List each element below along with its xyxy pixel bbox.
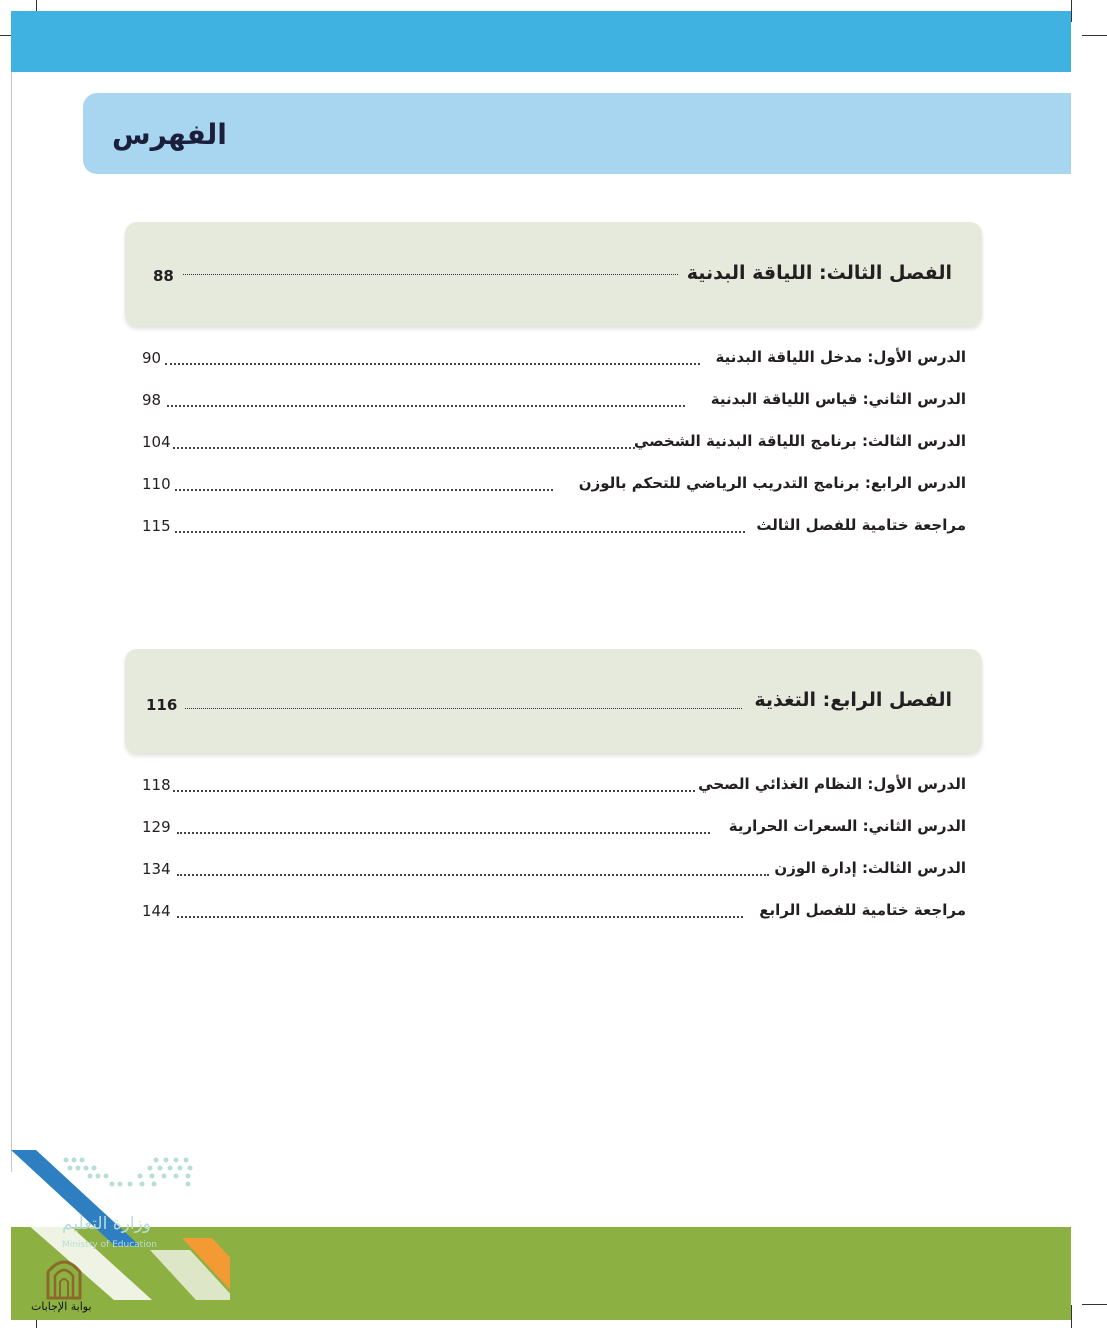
toc-entry-page: 110 xyxy=(142,475,171,493)
toc-entry[interactable] xyxy=(125,432,982,462)
crop-mark xyxy=(1071,0,1072,22)
chapter-page-number[interactable]: 116 xyxy=(146,696,178,714)
toc-entry-title: مراجعة ختامية للفصل الرابع xyxy=(759,901,966,919)
toc-entry[interactable] xyxy=(125,348,982,378)
crop-mark xyxy=(1082,1304,1107,1305)
chapter-page-number[interactable]: 88 xyxy=(153,267,174,285)
toc-entry-page: 98 xyxy=(142,391,162,409)
toc-entry[interactable] xyxy=(125,775,982,805)
toc-entry-page: 90 xyxy=(142,349,162,367)
toc-entry-page: 129 xyxy=(142,818,171,836)
toc-entry[interactable] xyxy=(125,516,982,546)
portal-logo-icon xyxy=(44,1254,84,1300)
chapter-title[interactable]: الفصل الثالث: اللياقة البدنية xyxy=(686,262,952,284)
title-band xyxy=(83,93,1071,174)
toc-entry-page: 118 xyxy=(142,776,171,794)
ministry-logo-text: وزارة التعليم xyxy=(62,1214,151,1234)
dot-leader xyxy=(165,363,700,365)
toc-entry-page: 115 xyxy=(142,517,171,535)
toc-entry-page: 134 xyxy=(142,860,171,878)
top-color-bar xyxy=(11,11,1071,72)
dot-leader xyxy=(173,447,635,449)
dot-leader xyxy=(177,832,710,834)
ministry-logo-dots xyxy=(60,1156,200,1196)
toc-entry-title: مراجعة ختامية للفصل الثالث xyxy=(756,516,966,534)
dot-leader xyxy=(175,531,745,533)
crop-mark xyxy=(1082,35,1107,36)
toc-entry-title: الدرس الأول: النظام الغذائي الصحي xyxy=(698,775,966,793)
dot-leader xyxy=(177,874,769,876)
dot-leader xyxy=(175,489,553,491)
toc-entry-title: الدرس الثاني: قياس اللياقة البدنية xyxy=(710,390,966,408)
page-title: الفهرس xyxy=(112,118,227,151)
left-page-rule xyxy=(11,72,12,1172)
toc-entry[interactable] xyxy=(125,859,982,889)
toc-entry[interactable] xyxy=(125,817,982,847)
toc-entry-title: الدرس الثاني: السعرات الحرارية xyxy=(728,817,966,835)
chapter-title[interactable]: الفصل الرابع: التغذية xyxy=(754,689,952,711)
toc-entry-title: الدرس الثالث: برنامج اللياقة البدنية الشخصي xyxy=(633,432,966,450)
toc-entry-title: الدرس الأول: مدخل اللياقة البدنية xyxy=(715,348,966,366)
dot-leader xyxy=(173,790,695,792)
chapter-header-box xyxy=(125,649,982,753)
toc-entry-page: 104 xyxy=(142,433,171,451)
dot-leader xyxy=(183,274,678,275)
toc-entry-title: الدرس الثالث: إدارة الوزن xyxy=(774,859,966,877)
ministry-logo-subtext: Ministry of Education xyxy=(62,1240,157,1250)
toc-entry[interactable] xyxy=(125,474,982,504)
crop-mark xyxy=(1071,1305,1072,1328)
dot-leader xyxy=(167,405,685,407)
toc-entry-title: الدرس الرابع: برنامج التدريب الرياضي للتحكم بالوزن xyxy=(578,474,966,492)
chapter-section xyxy=(125,649,982,920)
portal-logo-label: بوابة الإجابات xyxy=(31,1300,92,1313)
toc-entry[interactable] xyxy=(125,390,982,420)
chapter-section xyxy=(125,222,982,535)
toc-entry[interactable] xyxy=(125,901,982,931)
dot-leader xyxy=(185,708,742,709)
chapter-header-box xyxy=(125,222,982,326)
dot-leader xyxy=(177,916,743,918)
toc-entry-page: 144 xyxy=(142,902,171,920)
